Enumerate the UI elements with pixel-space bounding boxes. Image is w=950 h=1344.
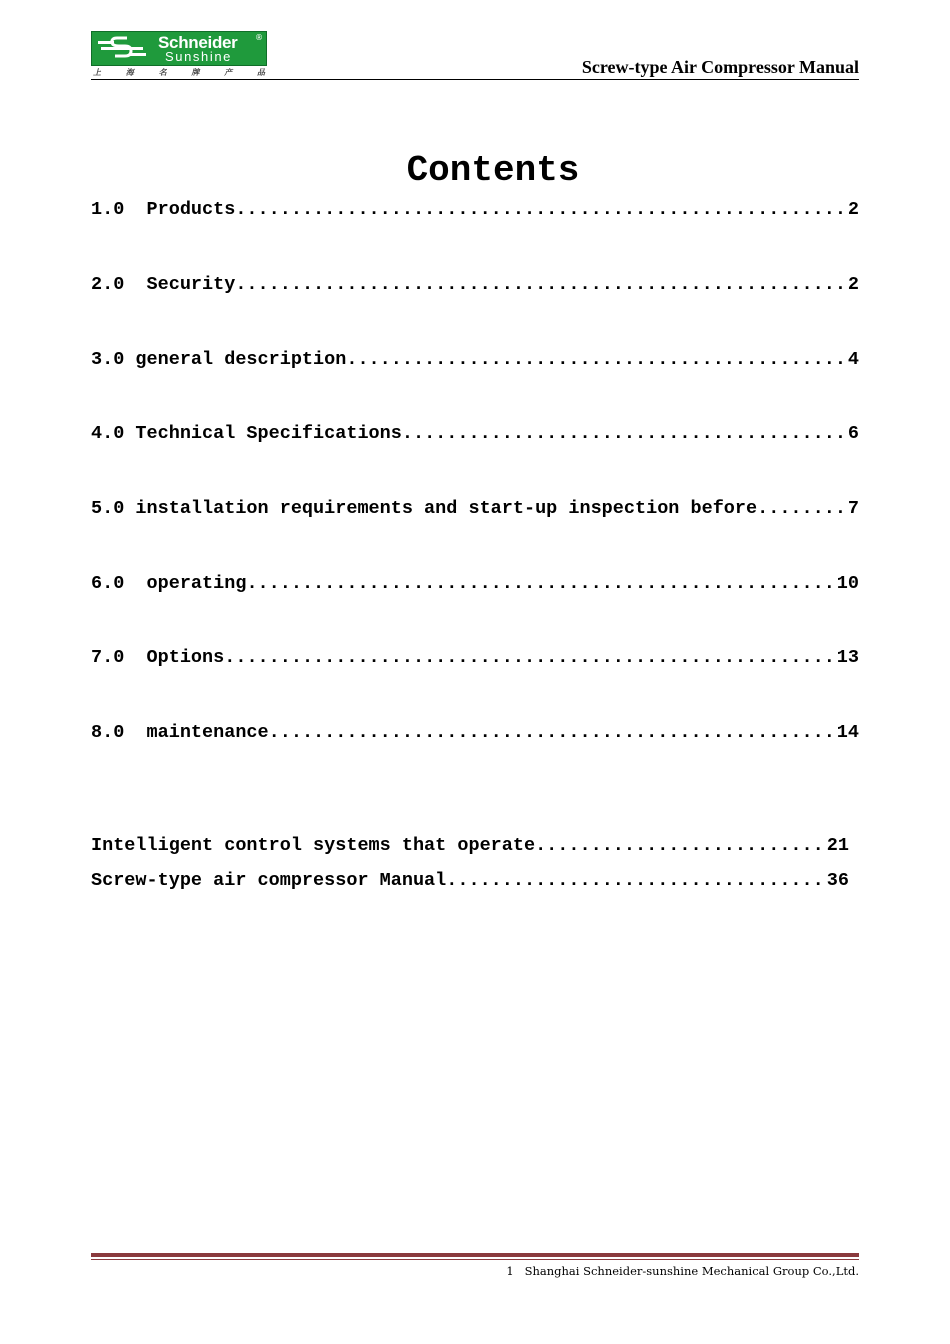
toc-leader-dots <box>402 423 848 444</box>
toc-entry[interactable] <box>91 199 859 220</box>
company-logo <box>91 31 267 81</box>
logo-cn-char: 名 <box>158 68 167 77</box>
logo-cn-char: 产 <box>224 68 233 77</box>
schneider-s-icon <box>95 34 149 63</box>
toc-entry-page: 6 <box>847 423 859 444</box>
contents-title: Contents <box>406 150 580 191</box>
toc-entry-label: 7.0 Options <box>91 647 225 668</box>
toc-entry-label: 3.0 general description <box>91 349 347 370</box>
logo-cn-char: 上 <box>93 68 101 77</box>
toc-entry[interactable] <box>91 349 859 370</box>
logo-brand-text: Schneider <box>158 33 238 52</box>
toc-entry-label: 2.0 Security <box>91 274 236 295</box>
toc-leader-dots <box>224 647 837 668</box>
logo-cn-char: 海 <box>125 68 134 77</box>
footer-divider <box>91 1253 859 1257</box>
toc-leader-dots <box>235 274 848 295</box>
toc-entry-label: 4.0 Technical Specifications <box>91 423 402 444</box>
registered-mark: ® <box>255 33 263 42</box>
header-title: Screw-type Air Compressor Manual <box>581 57 859 77</box>
toc-leader-dots <box>535 835 827 856</box>
toc-entry-page: 2 <box>847 274 859 295</box>
toc-leader-dots <box>235 199 848 220</box>
toc-entry-label: 5.0 installation requirements and start-up inspection before <box>91 498 758 519</box>
toc-entry[interactable] <box>91 835 849 856</box>
toc-entry-label: 8.0 maintenance <box>91 722 269 743</box>
toc-entry[interactable] <box>91 274 859 295</box>
page-number: 1 <box>506 1264 514 1278</box>
toc-entry-page: 36 <box>826 870 849 891</box>
toc-leader-dots <box>346 349 848 370</box>
footer <box>506 1264 859 1278</box>
toc-entry-page: 7 <box>847 498 859 519</box>
footer-company: Shanghai Schneider-sunshine Mechanical Group Co.,Ltd. <box>524 1264 859 1278</box>
footer-divider-thin <box>91 1259 859 1260</box>
toc-entry-label: Intelligent control systems that operate <box>91 835 536 856</box>
toc-leader-dots <box>446 870 827 891</box>
toc-entry[interactable] <box>91 498 859 519</box>
header-divider <box>91 79 859 80</box>
toc-leader-dots <box>269 722 837 743</box>
toc-leader-dots <box>757 498 848 519</box>
toc-entry-page: 13 <box>836 647 859 668</box>
toc-entry[interactable] <box>91 423 859 444</box>
toc-entry-label: 1.0 Products <box>91 199 236 220</box>
toc-entry-page: 4 <box>847 349 859 370</box>
toc-entry[interactable] <box>91 722 859 743</box>
logo-chinese-tagline <box>93 67 265 78</box>
toc-entry[interactable] <box>91 573 859 594</box>
toc-entry-page: 14 <box>836 722 859 743</box>
toc-entry[interactable] <box>91 870 849 891</box>
toc-leader-dots <box>246 573 836 594</box>
logo-badge <box>91 31 267 66</box>
toc-entry-page: 21 <box>826 835 849 856</box>
toc-entry-page: 10 <box>836 573 859 594</box>
toc-entry-label: 6.0 operating <box>91 573 247 594</box>
logo-cn-char: 牌 <box>191 68 200 77</box>
toc-entry-label: Screw-type air compressor Manual <box>91 870 447 891</box>
toc-entry[interactable] <box>91 647 859 668</box>
logo-cn-char: 品 <box>256 68 265 77</box>
toc-entry-page: 2 <box>847 199 859 220</box>
logo-sub-text: Sunshine <box>165 49 233 64</box>
